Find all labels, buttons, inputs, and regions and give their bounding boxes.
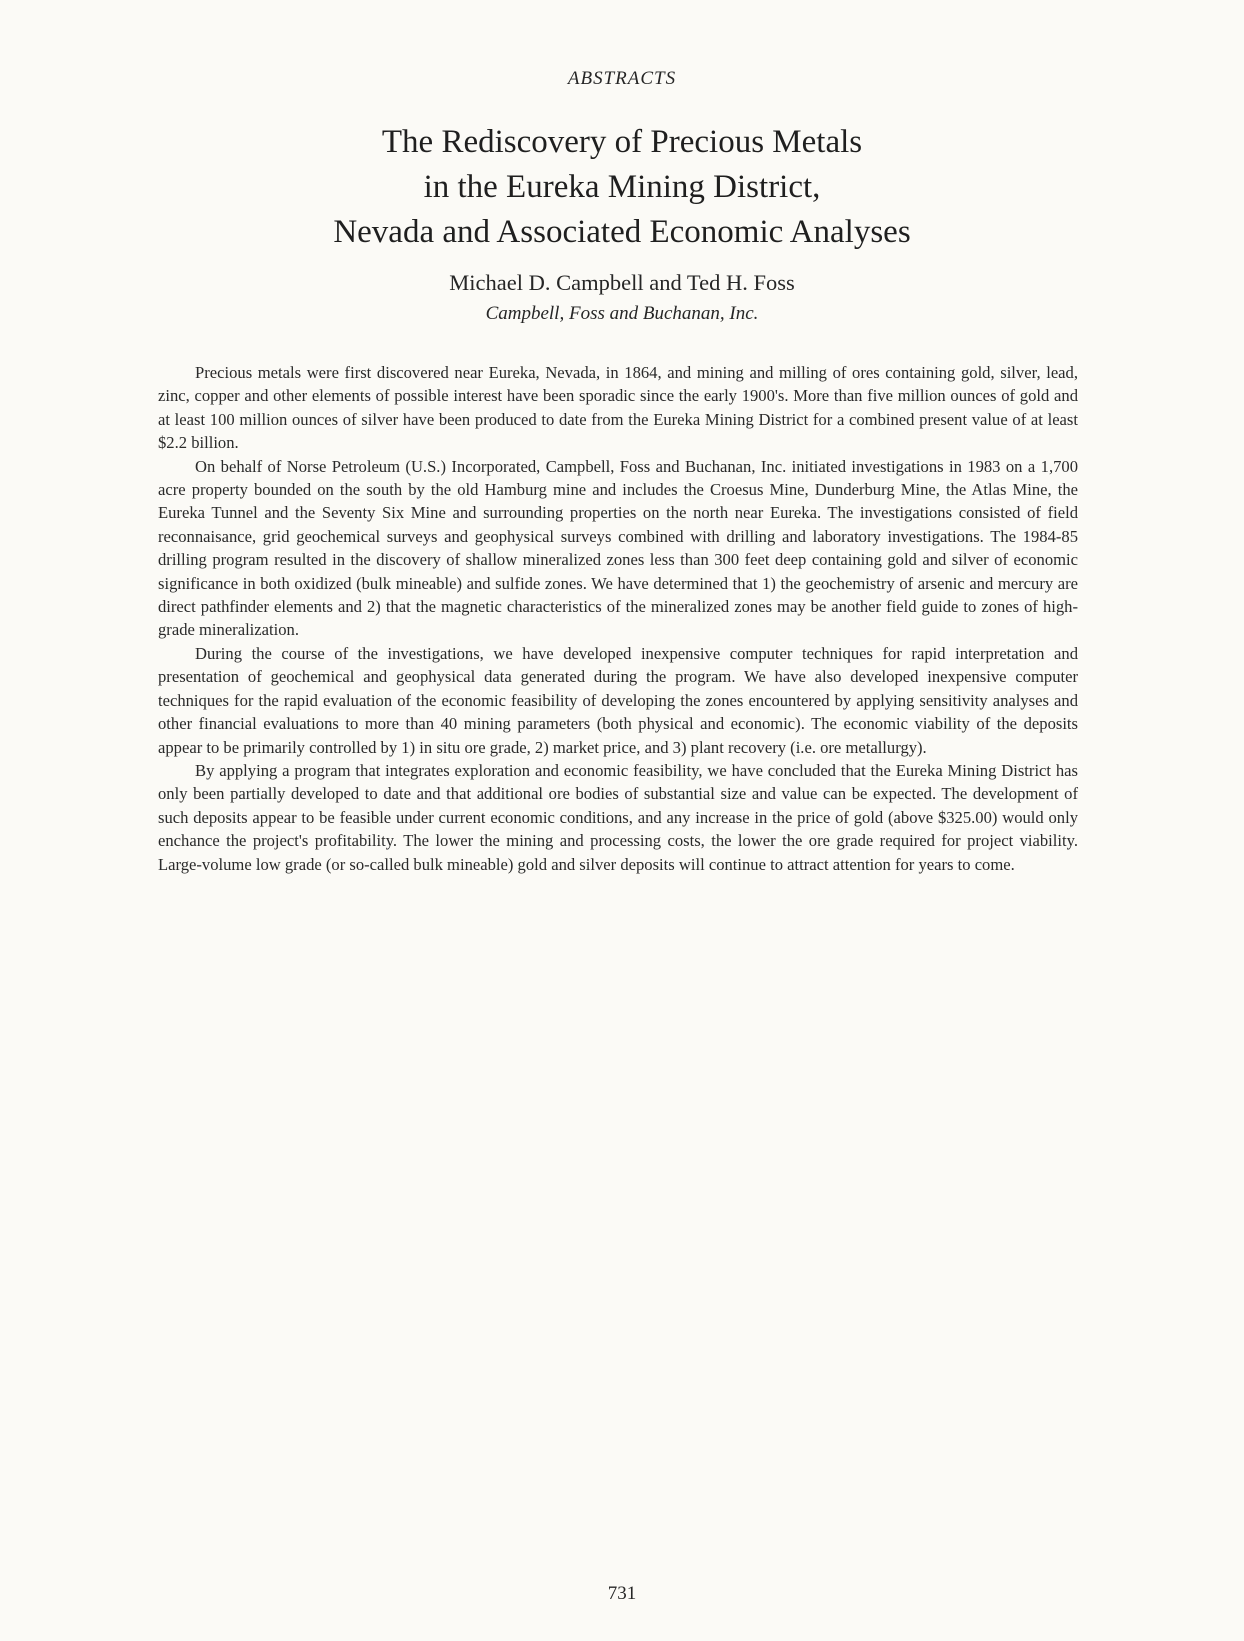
paragraph: On behalf of Norse Petroleum (U.S.) Incorporated, Campbell, Foss and Buchanan, Inc. initiated investigations in 1983 on a 1,700 acre property bounded on the south by the old Hamburg mine and includes the Croesus Mine, Dunderburg Mine, the Atlas Mine, the Eureka Tunnel and the Seventy Six Mine and surrounding properties on the north near Eureka. The investigations consisted of field reconnaisance, grid geochemical surveys and geophysical surveys combined with drilling and laboratory investigations. The 1984-85 drilling program resulted in the discovery of shallow mineralized zones less than 300 feet deep containing gold and silver of economic significance in both oxidized (bulk mineable) and sulfide zones. We have determined that 1) the geochemistry of arsenic and mercury are direct pathfinder elements and 2) that the magnetic characteristics of the mineralized zones may be another field guide to zones of high-grade mineralization.	[158, 456, 1078, 640]
title-line: Nevada and Associated Economic Analyses	[333, 214, 911, 250]
page-number: 731	[607, 1583, 637, 1604]
paragraph: During the course of the investigations, we have developed inexpensive computer techniques for rapid interpretation and presentation of geochemical and geophysical data generated during the program. We have also developed inexpensive computer techniques for the rapid evaluation of the economic feasibility of developing the zones encountered by applying sensitivity analyses and other financial evaluations to more than 40 mining parameters (both physical and economic). The economic viability of the deposits appear to be primarily controlled by 1) in situ ore grade, 2) market price, and 3) plant recovery (i.e. ore metallurgy).	[158, 643, 1078, 757]
title-line: The Rediscovery of Precious Metals	[381, 124, 863, 160]
title-line: in the Eureka Mining District,	[423, 169, 821, 205]
paragraph: Precious metals were first discovered near Eureka, Nevada, in 1864, and mining and milling of ores containing gold, silver, lead, zinc, copper and other elements of possible interest have been sporadic since the early 1900's. More than five million ounces of gold and at least 100 million ounces of silver have been produced to date from the Eureka Mining District for a combined present value of at least $2.2 billion.	[158, 363, 1078, 453]
section-header: ABSTRACTS	[567, 68, 677, 89]
paragraph: By applying a program that integrates exploration and economic feasibility, we have concluded that the Eureka Mining District has only been partially developed to date and that additional ore bodies of substantial size and value can be expected. The development of such deposits appear to be feasible under current economic conditions, and any increase in the price of gold (above $325.00) would only enchance the project's profitability. The lower the mining and processing costs, the lower the ore grade required for project viability. Large-volume low grade (or so-called bulk mineable) gold and silver deposits will continue to attract attention for years to come.	[158, 760, 1078, 874]
article-title	[0, 120, 1244, 255]
affiliation: Campbell, Foss and Buchanan, Inc.	[485, 303, 759, 324]
authors: Michael D. Campbell and Ted H. Foss	[449, 270, 795, 295]
abstract-body	[158, 361, 1078, 876]
